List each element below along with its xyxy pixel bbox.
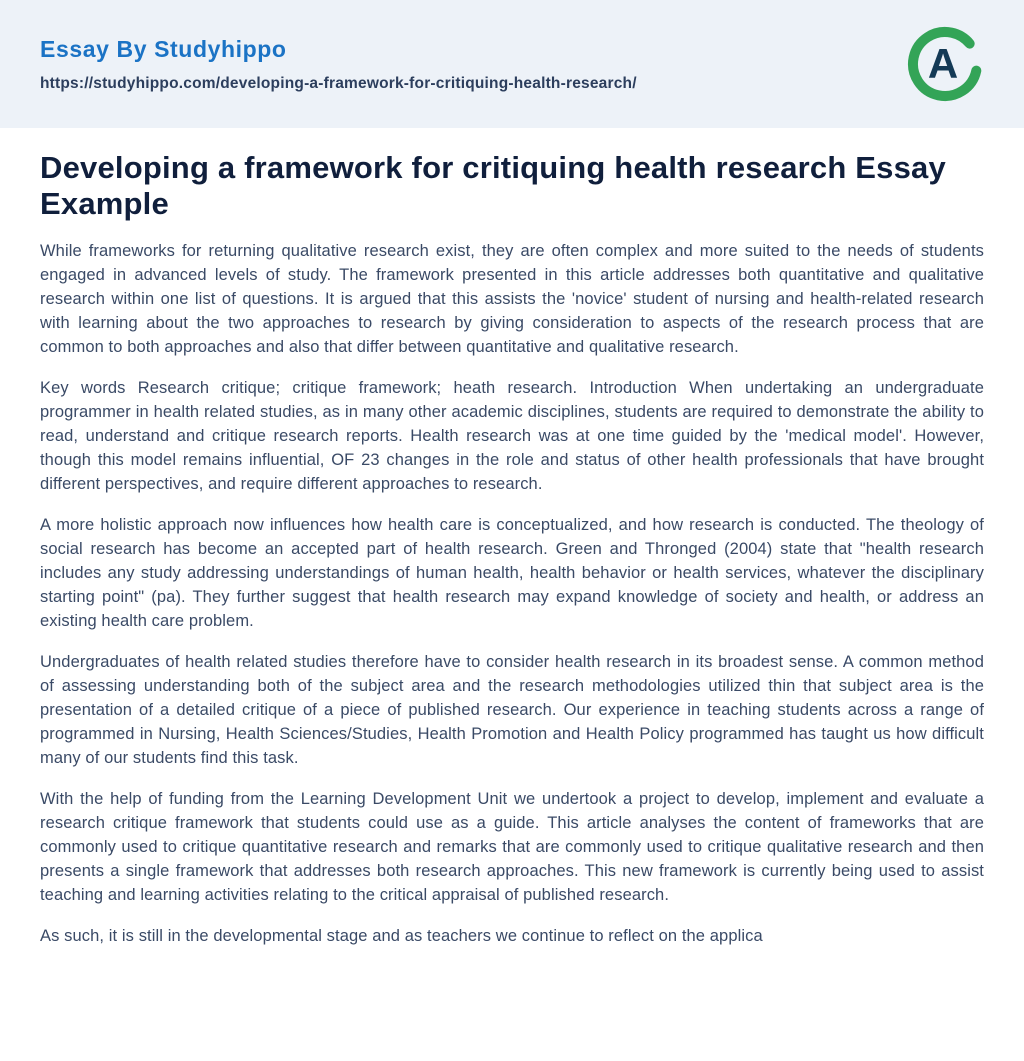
header-text-block: [40, 36, 637, 93]
page-header: [0, 0, 1024, 128]
essay-paragraph: While frameworks for returning qualitative research exist, they are often complex and more suited to the needs of students engaged in advanced levels of study. The framework presented in this article addresses both quantitative and qualitative research within one list of questions. It is argued that this assists the 'novice' student of nursing and health-related research with learning about the two approaches to research by giving consideration to aspects of the research process that are common to both approaches and also that differ between quantitative and qualitative research.: [40, 241, 984, 356]
essay-paragraph: A more holistic approach now influences how health care is conceptualized, and how research is conducted. The theology of social research has become an accepted part of health research. Green and Thronged (2004) state that "health research includes any study addressing understandings of human health, health behavior or health services, whatever the disciplinary starting point" (pa). They further suggest that health research may expand knowledge of society and health, or address an existing health care problem.: [40, 515, 984, 630]
essay-title: Developing a framework for critiquing health research Essay Example: [40, 150, 946, 222]
essay-paragraph: As such, it is still in the developmental stage and as teachers we continue to reflect on the applica: [40, 926, 763, 945]
studyhippo-logo: [906, 25, 984, 103]
essay-paragraph: With the help of funding from the Learning Development Unit we undertook a project to develop, implement and evaluate a research critique framework that students could use as a guide. This article analyses the content of frameworks that are commonly used to critique quantitative research and remarks that are commonly used to critique qualitative research and then presents a single framework that addresses both research approaches. This new framework is currently being used to assist teaching and learning activities relating to the critical appraisal of published research.: [40, 789, 984, 904]
essay-paragraph: Key words Research critique; critique framework; heath research. Introduction When undertaking an undergraduate programmer in health related studies, as in many other academic disciplines, students are required to demonstrate the ability to read, understand and critique research reports. Health research was at one time guided by the 'medical model'. However, though this model remains influential, OF 23 changes in the role and status of other health professionals that have brought different perspectives, and require different approaches to research.: [40, 378, 984, 493]
brand-title: Essay By Studyhippo: [40, 35, 287, 62]
essay-content: [0, 128, 1024, 948]
source-url-link[interactable]: https://studyhippo.com/developing-a-framework-for-critiquing-health-research/: [40, 74, 637, 92]
logo-letter: A: [927, 40, 959, 87]
essay-paragraph: Undergraduates of health related studies therefore have to consider health research in its broadest sense. A common method of assessing understanding both of the subject area and the research methodologies utilized thin that subject area is the presentation of a detailed critique of a piece of published research. Our experience in teaching students across a range of programmed in Nursing, Health Sciences/Studies, Health Promotion and Health Policy programmed has taught us how difficult many of our students find this task.: [40, 652, 984, 767]
